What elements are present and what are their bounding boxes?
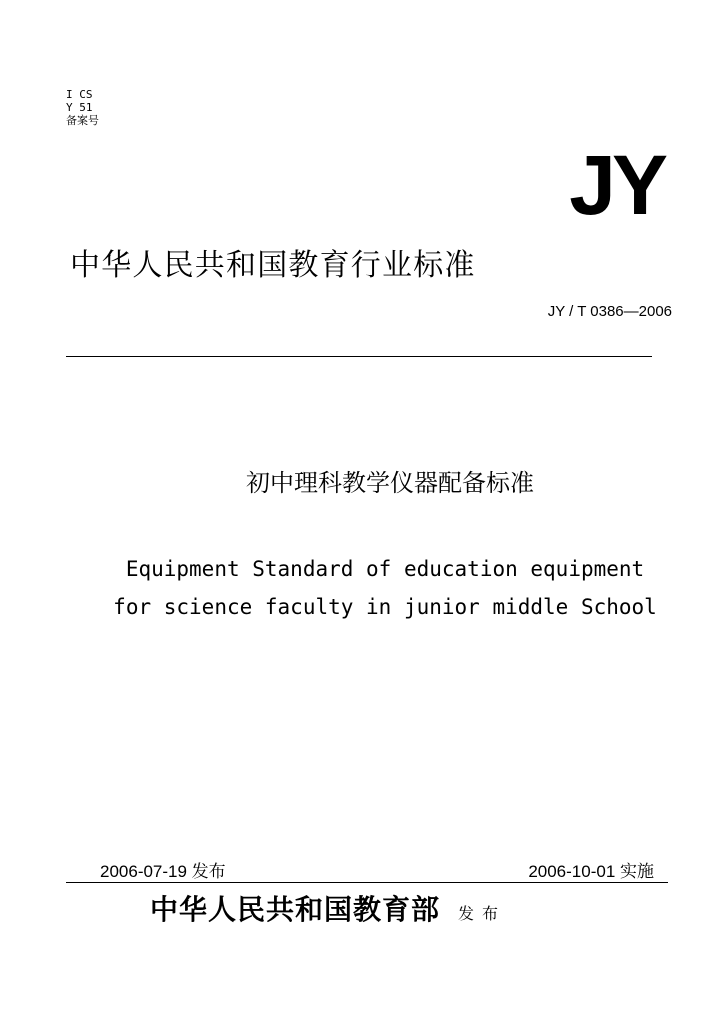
effective-date: 2006-10-01 实施 bbox=[528, 862, 654, 881]
ics-code: I CS bbox=[66, 88, 93, 101]
top-divider bbox=[66, 356, 652, 357]
jy-logo: JY bbox=[569, 138, 664, 232]
chinese-title: 初中理科教学仪器配备标准 bbox=[246, 469, 534, 497]
publisher-name: 中华人民共和国教育部 bbox=[150, 893, 441, 926]
record-number-label: 备案号 bbox=[66, 114, 99, 127]
publisher-action: 发布 bbox=[458, 904, 507, 923]
english-title-line-2: for science faculty in junior middle School bbox=[113, 595, 657, 619]
issuer-title: 中华人民共和国教育行业标准 bbox=[70, 248, 476, 283]
english-title-line-1: Equipment Standard of education equipment bbox=[125, 557, 645, 581]
publisher-line bbox=[150, 892, 506, 932]
classification-code: Y 51 bbox=[66, 101, 93, 114]
standard-number: JY / T 0386—2006 bbox=[547, 303, 672, 320]
bottom-divider bbox=[66, 882, 668, 883]
publish-date: 2006-07-19 发布 bbox=[100, 862, 226, 881]
